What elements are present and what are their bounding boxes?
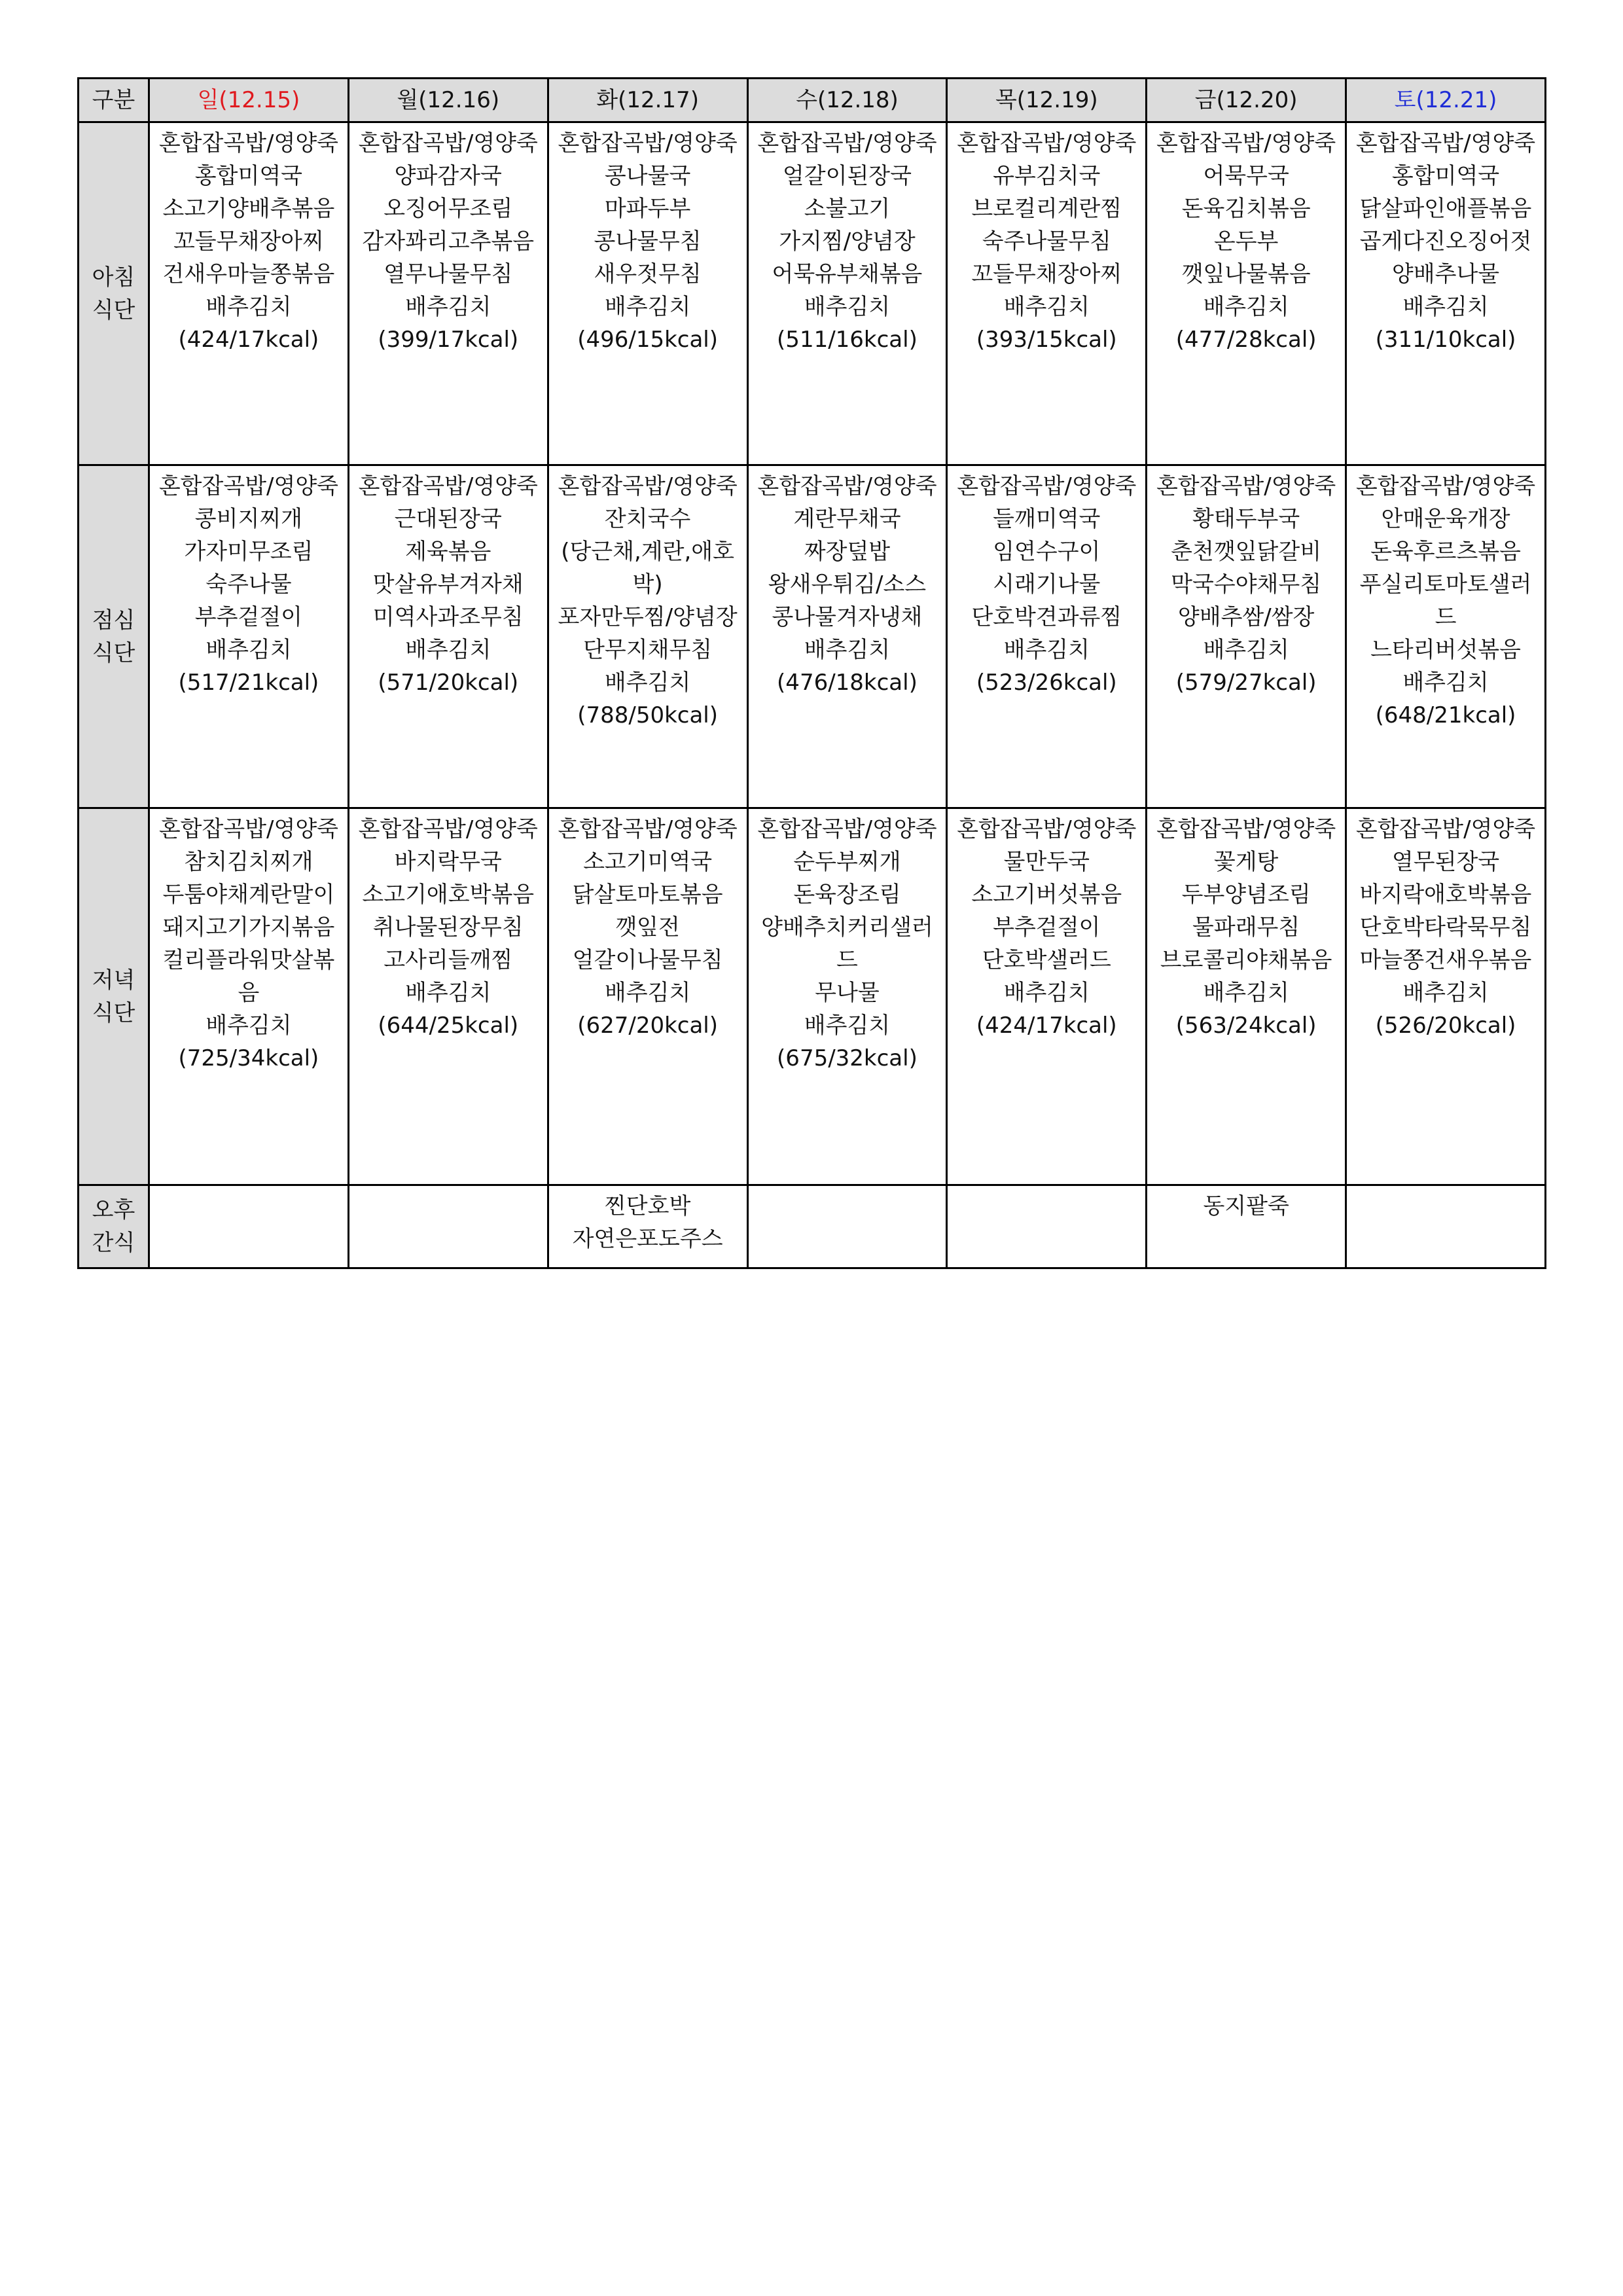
menu-item: 고사리들깨찜 (383, 947, 513, 973)
menu-item: 얼갈이된장국 (782, 163, 912, 189)
menu-item: 짜장덮밥 (804, 539, 891, 565)
calorie-info: (517/21kcal) (178, 670, 319, 696)
menu-item: 열무나물무침 (383, 261, 513, 287)
menu-item: 혼합잡곡밥/영양죽 (158, 816, 339, 842)
menu-item: 양배추나물 (1391, 261, 1500, 287)
menu-item: 혼합잡곡밥/영양죽 (358, 130, 538, 156)
menu-item: 부추겉절이 (993, 914, 1101, 941)
menu-item: 단호박타락묵무침 (1359, 914, 1532, 941)
header-category: 구분 (79, 79, 149, 122)
menu-item: 닭살토마토볶음 (572, 882, 723, 908)
menu-item: 바지락무국 (394, 849, 502, 875)
menu-item: 배추김치 (1003, 980, 1090, 1006)
lunch-label (79, 465, 149, 808)
menu-item: 새우젓무침 (594, 261, 702, 287)
menu-item: 양배추치커리샐러드 (761, 914, 933, 973)
menu-item: 혼합잡곡밥/영양죽 (1156, 816, 1336, 842)
breakfast-cell-saturday (1346, 122, 1546, 465)
menu-item: 혼합잡곡밥/영양죽 (158, 473, 339, 499)
lunch-cell-friday (1147, 465, 1346, 808)
breakfast-cell-tuesday (548, 122, 747, 465)
menu-item: 혼합잡곡밥/영양죽 (558, 130, 738, 156)
menu-item: 근대된장국 (394, 506, 502, 532)
snack-row (79, 1185, 1546, 1268)
menu-item: 단무지채무침 (583, 637, 713, 663)
menu-item: 콩나물무침 (594, 228, 702, 255)
menu-item: 취나물된장무침 (372, 914, 524, 941)
menu-item: 어묵유부채볶음 (772, 261, 923, 287)
menu-item: 혼합잡곡밥/영양죽 (1156, 130, 1336, 156)
header-day-monday: 월(12.16) (348, 79, 548, 122)
lunch-row (79, 465, 1546, 808)
calorie-info: (725/34kcal) (178, 1045, 319, 1071)
menu-item: 소고기애호박볶음 (362, 882, 535, 908)
menu-item: 배추김치 (604, 294, 691, 320)
calorie-info: (311/10kcal) (1375, 327, 1516, 353)
lunch-label-line1: 점심 (92, 607, 135, 634)
breakfast-cell-friday (1147, 122, 1346, 465)
menu-item: 배추김치 (1402, 670, 1489, 696)
breakfast-label-line2: 식단 (92, 296, 135, 323)
menu-item: 오징어무조림 (383, 196, 513, 222)
header-day-tuesday: 화(12.17) (548, 79, 747, 122)
menu-item: 배추김치 (205, 294, 292, 320)
menu-item: 양파감자국 (394, 163, 502, 189)
menu-item: 부추겉절이 (194, 604, 303, 630)
menu-item: 혼합잡곡밥/영양죽 (757, 816, 937, 842)
breakfast-cell-monday (348, 122, 548, 465)
menu-item: 혼합잡곡밥/영양죽 (757, 473, 937, 499)
menu-item: 바지락애호박볶음 (1359, 882, 1532, 908)
menu-item: 열무된장국 (1391, 849, 1500, 875)
weekly-meal-table (77, 77, 1546, 1269)
lunch-cell-saturday (1346, 465, 1546, 808)
menu-item: 느타리버섯볶음 (1370, 637, 1521, 663)
menu-item: (당근채,계란,애호박) (561, 539, 734, 598)
dinner-cell-wednesday (747, 808, 947, 1185)
menu-item: 배추김치 (804, 1013, 891, 1039)
breakfast-cell-sunday (149, 122, 349, 465)
menu-item: 배추김치 (1203, 980, 1289, 1006)
calorie-info: (571/20kcal) (378, 670, 519, 696)
dinner-label (79, 808, 149, 1185)
menu-item: 단호박견과류찜 (971, 604, 1122, 630)
calorie-info: (627/20kcal) (577, 1013, 719, 1039)
menu-item: 콩나물겨자냉채 (772, 604, 923, 630)
menu-item: 제육볶음 (405, 539, 491, 565)
calorie-info: (393/15kcal) (976, 327, 1117, 353)
header-day-wednesday: 수(12.18) (747, 79, 947, 122)
lunch-cell-wednesday (747, 465, 947, 808)
header-day-sunday: 일(12.15) (149, 79, 349, 122)
menu-item: 혼합잡곡밥/영양죽 (957, 473, 1137, 499)
menu-item: 미역사과조무침 (372, 604, 524, 630)
calorie-info: (788/50kcal) (577, 702, 719, 728)
lunch-cell-sunday (149, 465, 349, 808)
menu-item: 혼합잡곡밥/영양죽 (1156, 473, 1336, 499)
menu-item: 춘천깻잎닭갈비 (1171, 539, 1322, 565)
menu-item: 단호박샐러드 (982, 947, 1111, 973)
menu-item: 배추김치 (1402, 980, 1489, 1006)
menu-item: 포자만두찜/양념장 (558, 604, 738, 630)
menu-item: 혼합잡곡밥/영양죽 (358, 473, 538, 499)
menu-item: 혼합잡곡밥/영양죽 (158, 130, 339, 156)
calorie-info: (523/26kcal) (976, 670, 1117, 696)
menu-item: 혼합잡곡밥/영양죽 (757, 130, 937, 156)
menu-item: 숙주나물 (205, 571, 292, 598)
lunch-cell-tuesday (548, 465, 747, 808)
menu-item: 꼬들무채장아찌 (971, 261, 1122, 287)
menu-item: 가지찜/양념장 (779, 228, 916, 255)
menu-item: 홍합미역국 (1391, 163, 1500, 189)
lunch-cell-thursday (947, 465, 1147, 808)
menu-item: 푸실리토마토샐러드 (1359, 571, 1532, 630)
lunch-label-line2: 식단 (92, 639, 135, 666)
calorie-info: (399/17kcal) (378, 327, 519, 353)
menu-item: 온두부 (1213, 228, 1279, 255)
dinner-row (79, 808, 1546, 1185)
menu-item: 건새우마늘쫑볶음 (162, 261, 335, 287)
menu-item: 잔치국수 (604, 506, 691, 532)
menu-item: 배추김치 (1203, 294, 1289, 320)
menu-item: 배추김치 (405, 637, 491, 663)
menu-item: 배추김치 (604, 670, 691, 696)
breakfast-cell-thursday (947, 122, 1147, 465)
menu-item: 곱게다진오징어젓 (1359, 228, 1532, 255)
menu-item: 혼합잡곡밥/영양죽 (957, 130, 1137, 156)
menu-item: 안매운육개장 (1381, 506, 1510, 532)
header-day-saturday: 토(12.21) (1346, 79, 1546, 122)
menu-item: 자연은포도주스 (572, 1226, 723, 1252)
menu-item: 혼합잡곡밥/영양죽 (558, 816, 738, 842)
menu-item: 두부양념조림 (1181, 882, 1311, 908)
snack-cell-sunday (149, 1185, 349, 1268)
menu-item: 가자미무조림 (184, 539, 313, 565)
menu-item: 배추김치 (1003, 637, 1090, 663)
menu-item: 배추김치 (804, 637, 891, 663)
menu-item: 혼합잡곡밥/영양죽 (1355, 130, 1536, 156)
menu-item: 돈육후르츠볶음 (1370, 539, 1521, 565)
menu-item: 마파두부 (604, 196, 691, 222)
menu-item: 유부김치국 (993, 163, 1101, 189)
menu-item: 혼합잡곡밥/영양죽 (358, 816, 538, 842)
menu-item: 돈육장조림 (793, 882, 901, 908)
header-day-friday: 금(12.20) (1147, 79, 1346, 122)
menu-item: 콩나물국 (604, 163, 691, 189)
dinner-cell-monday (348, 808, 548, 1185)
dinner-cell-saturday (1346, 808, 1546, 1185)
menu-item: 감자꽈리고추볶음 (362, 228, 535, 255)
menu-item: 맛살유부겨자채 (372, 571, 524, 598)
calorie-info: (675/32kcal) (777, 1045, 918, 1071)
menu-item: 계란무채국 (793, 506, 901, 532)
menu-item: 참치김치찌개 (184, 849, 313, 875)
menu-item: 배추김치 (405, 980, 491, 1006)
menu-item: 마늘쫑건새우볶음 (1359, 947, 1532, 973)
calorie-info: (563/24kcal) (1175, 1013, 1317, 1039)
menu-item: 황태두부국 (1192, 506, 1300, 532)
menu-item: 배추김치 (205, 637, 292, 663)
menu-item: 깻잎나물볶음 (1181, 261, 1311, 287)
menu-item: 찐단호박 (604, 1193, 691, 1219)
menu-item: 돼지고기가지볶음 (162, 914, 335, 941)
snack-label-line2: 간식 (92, 1230, 135, 1256)
menu-item: 소불고기 (804, 196, 891, 222)
menu-item: 돈육김치볶음 (1181, 196, 1311, 222)
snack-label (79, 1185, 149, 1268)
menu-item: 혼합잡곡밥/영양죽 (1355, 816, 1536, 842)
calorie-info: (477/28kcal) (1175, 327, 1317, 353)
calorie-info: (526/20kcal) (1375, 1013, 1516, 1039)
menu-item: 브로콜리야채볶음 (1160, 947, 1332, 973)
menu-item: 물만두국 (1003, 849, 1090, 875)
menu-item: 홍합미역국 (194, 163, 303, 189)
menu-item: 두툼야채계란말이 (162, 882, 335, 908)
menu-item: 브로컬리계란찜 (971, 196, 1122, 222)
dinner-label-line2: 식단 (92, 999, 135, 1026)
snack-cell-friday (1147, 1185, 1346, 1268)
menu-item: 임연수구이 (993, 539, 1101, 565)
snack-cell-monday (348, 1185, 548, 1268)
menu-item: 배추김치 (405, 294, 491, 320)
menu-item: 배추김치 (1402, 294, 1489, 320)
menu-item: 컬리플라워맛살볶음 (162, 947, 335, 1006)
lunch-cell-monday (348, 465, 548, 808)
dinner-cell-sunday (149, 808, 349, 1185)
header-row (79, 79, 1546, 122)
header-day-thursday: 목(12.19) (947, 79, 1147, 122)
menu-item: 콩비지찌개 (194, 506, 303, 532)
menu-item: 혼합잡곡밥/영양죽 (957, 816, 1137, 842)
menu-item: 꽃게탕 (1213, 849, 1279, 875)
snack-cell-wednesday (747, 1185, 947, 1268)
menu-item: 소고기양배추볶음 (162, 196, 335, 222)
menu-item: 들깨미역국 (993, 506, 1101, 532)
menu-item: 배추김치 (1203, 637, 1289, 663)
dinner-cell-friday (1147, 808, 1346, 1185)
breakfast-label-line1: 아침 (92, 264, 135, 291)
menu-item: 어묵무국 (1203, 163, 1289, 189)
menu-item: 막국수야채무침 (1171, 571, 1322, 598)
breakfast-row (79, 122, 1546, 465)
calorie-info: (476/18kcal) (777, 670, 918, 696)
menu-item: 양배추쌈/쌈장 (1177, 604, 1315, 630)
menu-item: 순두부찌개 (793, 849, 901, 875)
menu-item: 무나물 (815, 980, 880, 1006)
calorie-info: (644/25kcal) (378, 1013, 519, 1039)
menu-item: 시래기나물 (993, 571, 1101, 598)
menu-item: 물파래무침 (1192, 914, 1300, 941)
menu-item: 소고기미역국 (583, 849, 713, 875)
breakfast-label (79, 122, 149, 465)
breakfast-cell-wednesday (747, 122, 947, 465)
menu-item: 숙주나물무침 (982, 228, 1111, 255)
menu-item: 닭살파인애플볶음 (1359, 196, 1532, 222)
calorie-info: (424/17kcal) (976, 1013, 1117, 1039)
calorie-info: (424/17kcal) (178, 327, 319, 353)
menu-item: 소고기버섯볶음 (971, 882, 1122, 908)
menu-item: 배추김치 (205, 1013, 292, 1039)
calorie-info: (496/15kcal) (577, 327, 719, 353)
snack-cell-thursday (947, 1185, 1147, 1268)
menu-item: 배추김치 (1003, 294, 1090, 320)
menu-item: 배추김치 (804, 294, 891, 320)
snack-cell-saturday (1346, 1185, 1546, 1268)
calorie-info: (579/27kcal) (1175, 670, 1317, 696)
menu-item: 배추김치 (604, 980, 691, 1006)
menu-item: 얼갈이나물무침 (572, 947, 723, 973)
snack-label-line1: 오후 (92, 1197, 135, 1223)
calorie-info: (648/21kcal) (1375, 702, 1516, 728)
dinner-cell-thursday (947, 808, 1147, 1185)
menu-item: 깻잎전 (615, 914, 680, 941)
menu-item: 왕새우튀김/소스 (768, 571, 927, 598)
dinner-cell-tuesday (548, 808, 747, 1185)
menu-item: 혼합잡곡밥/영양죽 (558, 473, 738, 499)
snack-cell-tuesday (548, 1185, 747, 1268)
dinner-label-line1: 저녁 (92, 967, 135, 994)
menu-item: 동지팥죽 (1203, 1193, 1289, 1219)
menu-item: 혼합잡곡밥/영양죽 (1355, 473, 1536, 499)
menu-item: 꼬들무채장아찌 (173, 228, 324, 255)
calorie-info: (511/16kcal) (777, 327, 918, 353)
